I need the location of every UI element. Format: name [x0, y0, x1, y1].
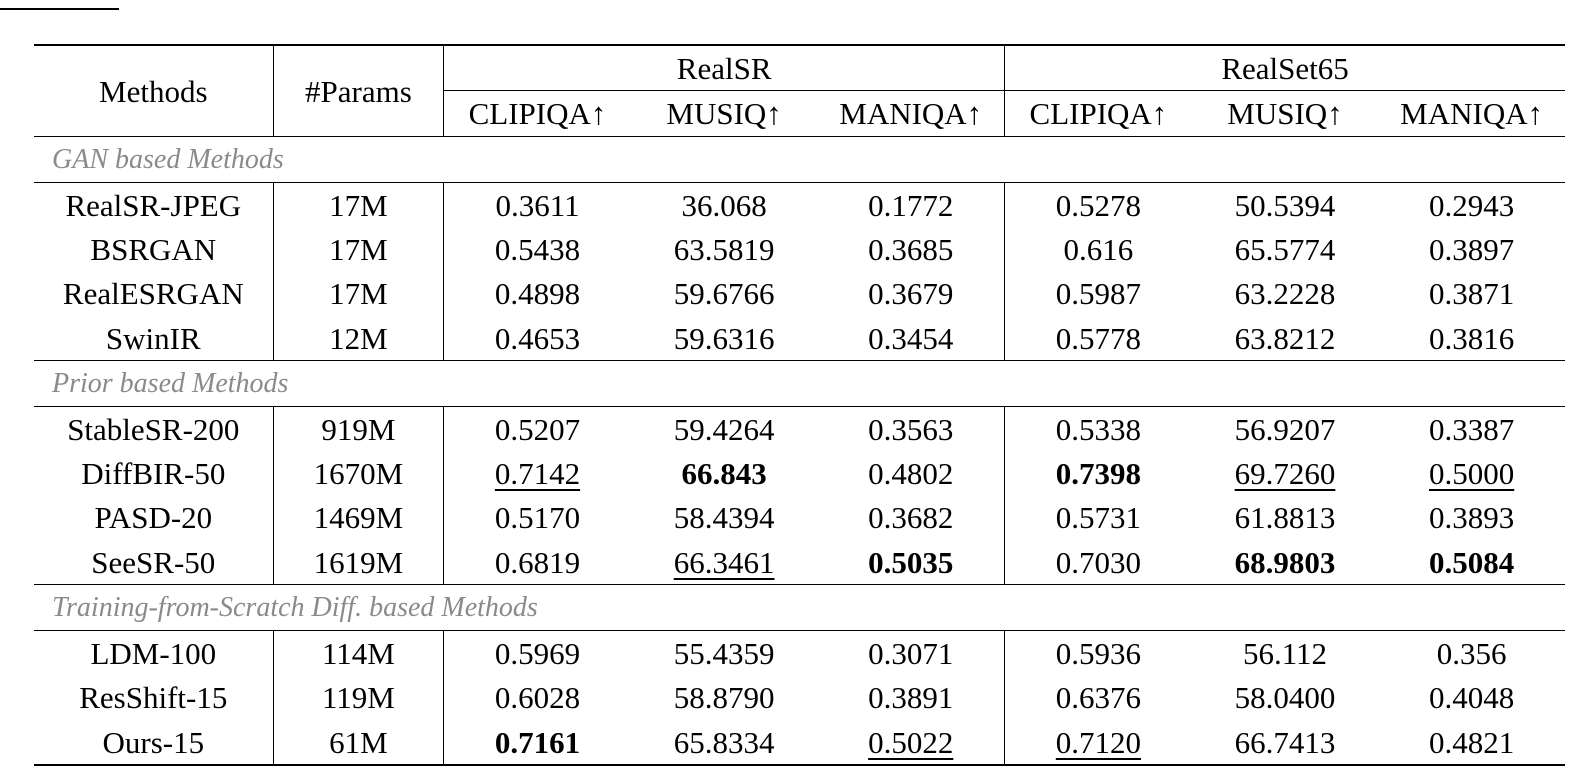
cell-realsr-clipiqa — [444, 272, 631, 316]
cell-realset65-musiq — [1192, 272, 1379, 316]
cell-realsr-musiq — [631, 720, 818, 765]
param-count: 1619M — [273, 540, 444, 585]
cell-value: 63.5819 — [673, 231, 775, 267]
cell-realset65-maniqa — [1378, 272, 1565, 316]
cell-value: 69.7260 — [1234, 456, 1336, 492]
cell-value: 0.5936 — [1055, 636, 1142, 672]
header-params: #Params — [273, 45, 444, 137]
cell-realsr-musiq — [631, 183, 818, 228]
cell-realsr-maniqa — [817, 227, 1004, 271]
cell-value: 0.6819 — [494, 544, 581, 580]
cell-realset65-musiq — [1192, 183, 1379, 228]
method-name: BSRGAN — [90, 231, 217, 267]
header-realsr-musiq: MUSIQ↑ — [666, 96, 782, 131]
cell-realset65-clipiqa — [1005, 496, 1192, 540]
cell-realsr-clipiqa — [444, 316, 631, 361]
header-dataset-realsr: RealSR — [444, 45, 1005, 91]
cell-value: 0.3454 — [868, 320, 954, 356]
cell-realset65-clipiqa — [1005, 183, 1192, 228]
cell-value: 0.7398 — [1055, 456, 1142, 492]
cell-realsr-musiq — [631, 540, 818, 585]
cell-value: 0.5778 — [1055, 320, 1142, 356]
cell-realset65-maniqa — [1378, 540, 1565, 585]
cell-realset65-maniqa — [1378, 316, 1565, 361]
cell-realsr-clipiqa — [444, 540, 631, 585]
method-name: Ours-15 — [102, 724, 205, 760]
cell-value: 0.4048 — [1429, 680, 1515, 716]
cell-realset65-maniqa — [1378, 720, 1565, 765]
cell-value: 50.5394 — [1234, 187, 1336, 223]
cell-value: 63.8212 — [1234, 320, 1336, 356]
cell-value: 56.112 — [1242, 636, 1328, 672]
cell-value: 0.5278 — [1055, 187, 1142, 223]
cell-value: 56.9207 — [1234, 411, 1336, 447]
table-row — [34, 496, 1565, 540]
method-name: ResShift-15 — [79, 680, 228, 716]
cell-value: 0.356 — [1436, 636, 1507, 672]
header-methods: Methods — [99, 73, 208, 109]
cell-realset65-musiq — [1192, 496, 1379, 540]
param-count: 119M — [273, 676, 444, 720]
cell-value: 0.5084 — [1429, 544, 1515, 580]
cell-realsr-maniqa — [817, 540, 1004, 585]
cell-value: 58.4394 — [673, 500, 775, 536]
cell-value: 59.6316 — [673, 320, 775, 356]
cell-realset65-maniqa — [1378, 227, 1565, 271]
cell-value: 0.5022 — [868, 724, 954, 760]
cell-value: 0.3685 — [868, 231, 954, 267]
table-body — [34, 137, 1565, 766]
method-name: DiffBIR-50 — [81, 456, 226, 492]
param-count: 17M — [273, 272, 444, 316]
method-name: SwinIR — [105, 320, 201, 356]
cell-value: 0.3871 — [1429, 276, 1515, 312]
cell-realsr-clipiqa — [444, 227, 631, 271]
cell-value: 36.068 — [681, 187, 767, 223]
method-name: RealESRGAN — [62, 276, 244, 312]
table-row — [34, 183, 1565, 228]
cell-value: 0.5035 — [868, 544, 954, 580]
cell-realsr-musiq — [631, 407, 818, 452]
cell-value: 55.4359 — [673, 636, 775, 672]
header-dataset-realset65: RealSet65 — [1005, 45, 1565, 91]
section-label: GAN based Methods — [52, 143, 284, 175]
method-name: PASD-20 — [94, 500, 213, 536]
cropped-text-underline — [0, 8, 119, 10]
cell-value: 0.7142 — [494, 456, 581, 492]
cell-value: 65.5774 — [1234, 231, 1336, 267]
cell-realsr-maniqa — [817, 496, 1004, 540]
cell-value: 0.7030 — [1055, 544, 1142, 580]
cell-realsr-musiq — [631, 316, 818, 361]
cell-realset65-clipiqa — [1005, 451, 1192, 495]
cell-realsr-maniqa — [817, 676, 1004, 720]
cell-value: 58.8790 — [673, 680, 775, 716]
cell-value: 0.4802 — [868, 456, 954, 492]
cell-realset65-maniqa — [1378, 451, 1565, 495]
cell-realset65-musiq — [1192, 631, 1379, 676]
cell-realset65-clipiqa — [1005, 631, 1192, 676]
cell-realsr-clipiqa — [444, 183, 631, 228]
table-row — [34, 631, 1565, 676]
cell-realsr-musiq — [631, 227, 818, 271]
cell-realset65-maniqa — [1378, 496, 1565, 540]
cell-realsr-musiq — [631, 631, 818, 676]
header-row-datasets — [34, 45, 1565, 91]
param-count: 919M — [273, 407, 444, 452]
cell-realsr-musiq — [631, 451, 818, 495]
cell-value: 61.8813 — [1234, 500, 1336, 536]
cell-value: 0.6028 — [494, 680, 581, 716]
cell-realset65-clipiqa — [1005, 676, 1192, 720]
cell-value: 0.7161 — [494, 724, 581, 760]
cell-value: 0.5438 — [494, 231, 581, 267]
table-row — [34, 676, 1565, 720]
cell-value: 0.2943 — [1429, 187, 1515, 223]
cell-value: 0.3071 — [868, 636, 954, 672]
cell-value: 0.3563 — [868, 411, 954, 447]
cell-value: 0.3893 — [1429, 500, 1515, 536]
param-count: 1670M — [273, 451, 444, 495]
section-label: Prior based Methods — [52, 367, 289, 399]
cell-realset65-clipiqa — [1005, 540, 1192, 585]
cell-value: 0.3897 — [1429, 231, 1515, 267]
table-row — [34, 272, 1565, 316]
cell-realset65-clipiqa — [1005, 407, 1192, 452]
param-count: 12M — [273, 316, 444, 361]
cell-realset65-musiq — [1192, 227, 1379, 271]
cell-realsr-clipiqa — [444, 407, 631, 452]
param-count: 114M — [273, 631, 444, 676]
header-realsr-maniqa: MANIQA↑ — [839, 96, 983, 131]
cell-value: 63.2228 — [1234, 276, 1336, 312]
cell-value: 0.616 — [1063, 231, 1134, 267]
cell-value: 0.4898 — [494, 276, 581, 312]
table-row — [34, 540, 1565, 585]
cell-value: 0.5338 — [1055, 411, 1142, 447]
header-realsr-clipiqa: CLIPIQA↑ — [444, 91, 631, 137]
cell-value: 0.7120 — [1055, 724, 1142, 760]
cell-value: 59.4264 — [673, 411, 775, 447]
param-count: 1469M — [273, 496, 444, 540]
cell-value: 0.5170 — [494, 500, 581, 536]
cell-value: 0.3682 — [868, 500, 954, 536]
cell-realset65-clipiqa — [1005, 272, 1192, 316]
section-row — [34, 361, 1565, 407]
param-count: 17M — [273, 183, 444, 228]
cell-value: 0.3816 — [1429, 320, 1515, 356]
cell-value: 0.6376 — [1055, 680, 1142, 716]
table-row — [34, 316, 1565, 361]
cell-realsr-clipiqa — [444, 451, 631, 495]
cell-value: 0.5207 — [494, 411, 581, 447]
cell-realset65-musiq — [1192, 407, 1379, 452]
cell-realset65-maniqa — [1378, 407, 1565, 452]
cell-value: 66.843 — [681, 456, 767, 492]
cell-realset65-musiq — [1192, 540, 1379, 585]
cell-realsr-musiq — [631, 676, 818, 720]
cell-realsr-clipiqa — [444, 496, 631, 540]
results-table — [34, 44, 1565, 766]
cell-value: 66.3461 — [673, 544, 775, 580]
table-row — [34, 227, 1565, 271]
section-row — [34, 137, 1565, 183]
cell-realset65-clipiqa — [1005, 227, 1192, 271]
table-row — [34, 407, 1565, 452]
cell-value: 66.7413 — [1234, 724, 1336, 760]
cell-realset65-musiq — [1192, 720, 1379, 765]
cell-value: 65.8334 — [673, 724, 775, 760]
param-count: 61M — [273, 720, 444, 765]
cell-value: 0.5731 — [1055, 500, 1142, 536]
cell-realsr-maniqa — [817, 720, 1004, 765]
cell-value: 68.9803 — [1234, 544, 1336, 580]
header-realset65-maniqa: MANIQA↑ — [1400, 96, 1544, 131]
section-label: Training-from-Scratch Diff. based Methods — [52, 591, 538, 623]
cell-realsr-clipiqa — [444, 631, 631, 676]
cell-value: 0.3679 — [868, 276, 954, 312]
method-name: RealSR-JPEG — [65, 187, 242, 223]
cell-value: 0.3891 — [868, 680, 954, 716]
cell-value: 0.4653 — [494, 320, 581, 356]
cell-realset65-maniqa — [1378, 183, 1565, 228]
cell-realsr-maniqa — [817, 316, 1004, 361]
cell-realsr-clipiqa — [444, 720, 631, 765]
cell-realsr-maniqa — [817, 183, 1004, 228]
method-name: LDM-100 — [90, 636, 217, 672]
cell-value: 0.4821 — [1429, 724, 1515, 760]
table-row — [34, 451, 1565, 495]
cell-realset65-musiq — [1192, 451, 1379, 495]
cell-value: 0.3611 — [495, 187, 580, 223]
cell-realsr-musiq — [631, 496, 818, 540]
table-row — [34, 720, 1565, 765]
cell-realsr-maniqa — [817, 451, 1004, 495]
cell-realsr-maniqa — [817, 407, 1004, 452]
cell-realset65-maniqa — [1378, 676, 1565, 720]
cell-realset65-maniqa — [1378, 631, 1565, 676]
cell-realsr-clipiqa — [444, 676, 631, 720]
cell-value: 0.3387 — [1429, 411, 1515, 447]
method-name: StableSR-200 — [67, 411, 240, 447]
cell-realset65-musiq — [1192, 676, 1379, 720]
cell-realsr-musiq — [631, 272, 818, 316]
cell-realset65-clipiqa — [1005, 316, 1192, 361]
cell-value: 0.5000 — [1429, 456, 1515, 492]
header-realset65-clipiqa: CLIPIQA↑ — [1005, 91, 1192, 137]
cell-value: 0.5987 — [1055, 276, 1142, 312]
cell-realsr-maniqa — [817, 272, 1004, 316]
cell-value: 0.5969 — [494, 636, 581, 672]
header-realset65-musiq: MUSIQ↑ — [1227, 96, 1343, 131]
cell-realsr-maniqa — [817, 631, 1004, 676]
cell-value: 58.0400 — [1234, 680, 1336, 716]
section-row — [34, 585, 1565, 631]
method-name: SeeSR-50 — [91, 544, 216, 580]
cell-value: 0.1772 — [868, 187, 954, 223]
cell-value: 59.6766 — [673, 276, 775, 312]
cell-realset65-musiq — [1192, 316, 1379, 361]
cell-realset65-clipiqa — [1005, 720, 1192, 765]
param-count: 17M — [273, 227, 444, 271]
